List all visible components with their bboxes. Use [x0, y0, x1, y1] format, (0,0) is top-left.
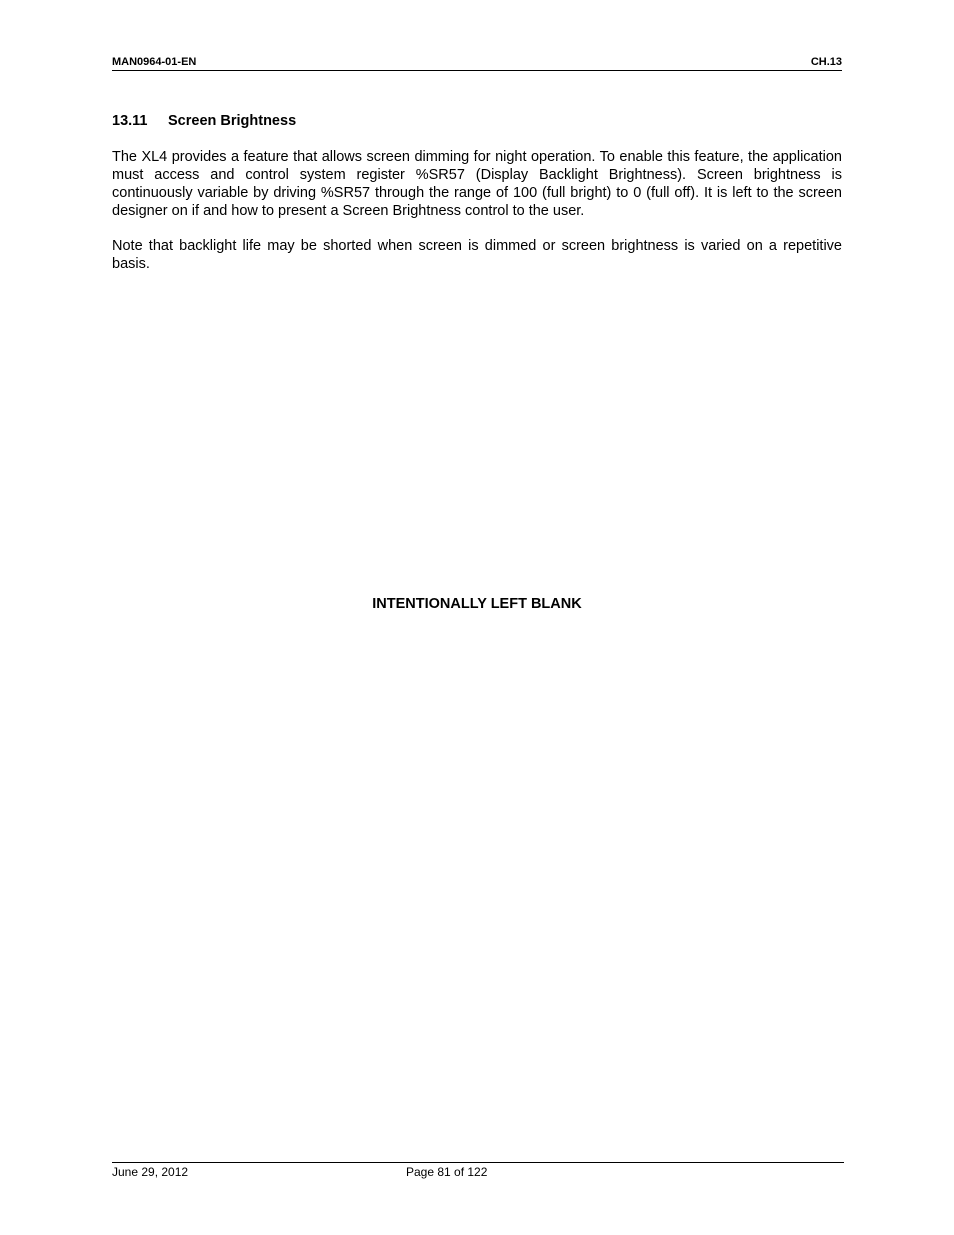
intentionally-blank-notice: INTENTIONALLY LEFT BLANK	[372, 596, 582, 612]
section-number: 13.11	[112, 113, 148, 129]
page-footer	[112, 1162, 844, 1179]
page-number: Page 81 of 122	[406, 1165, 488, 1179]
body-paragraph: Note that backlight life may be shorted when screen is dimmed or screen brightness is varied on a repetitive basis.	[112, 238, 842, 272]
section-title: Screen Brightness	[168, 113, 297, 129]
body-paragraph: The XL4 provides a feature that allows screen dimming for night operation. To enable this feature, the application must access and control system register %SR57 (Display Backlight Brightness). Screen brightness is continuously variable by driving %SR57 through the range of 100 (full bright) to 0 (full off). It is left to the screen designer on if and how to present a Screen Brightness control to the user.	[112, 149, 842, 219]
footer-date: June 29, 2012	[112, 1165, 189, 1179]
chapter-label: CH.13	[810, 56, 842, 68]
section-heading	[112, 113, 296, 129]
document-id: MAN0964-01-EN	[112, 56, 197, 68]
page-header	[112, 56, 842, 71]
